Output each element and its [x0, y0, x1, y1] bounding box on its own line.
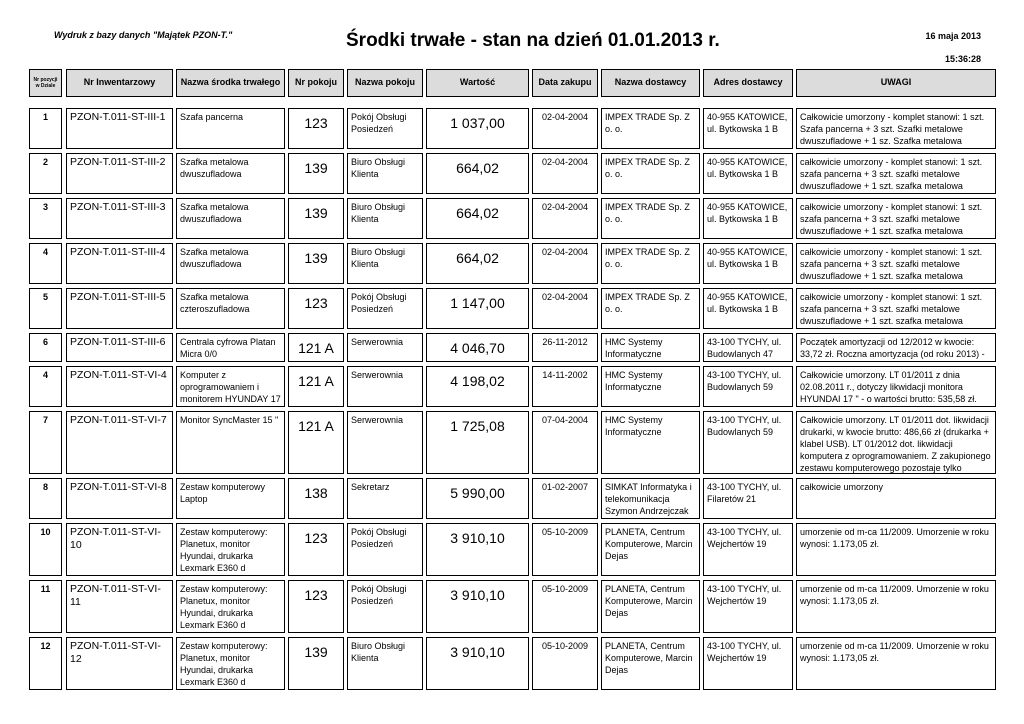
- supplier-name-cell: IMPEX TRADE Sp. Z o. o.: [601, 198, 700, 239]
- row-number-cell: 10: [29, 523, 62, 576]
- notes-cell: całkowicie umorzony: [796, 478, 996, 519]
- supplier-name-cell: IMPEX TRADE Sp. Z o. o.: [601, 243, 700, 284]
- notes-cell: Początek amortyzacji od 12/2012 w kwocie: 33,72 zł. Roczna amortyzacja (od roku 2013) -: [796, 333, 996, 362]
- supplier-address-cell: 43-100 TYCHY, ul. Wejchertów 19: [703, 523, 793, 576]
- supplier-address-cell: 43-100 TYCHY, ul. Wejchertów 19: [703, 580, 793, 633]
- row-number-cell: 4: [29, 366, 62, 407]
- col-header-room-no: Nr pokoju: [288, 69, 344, 97]
- supplier-name-cell: HMC Systemy Informatyczne: [601, 333, 700, 362]
- row-number-cell: 8: [29, 478, 62, 519]
- supplier-address-cell: 40-955 KATOWICE, ul. Bytkowska 1 B: [703, 198, 793, 239]
- asset-value-cell: 664,02: [426, 198, 529, 239]
- supplier-address-cell: 43-100 TYCHY, ul. Budowlanych 47: [703, 333, 793, 362]
- table-row: [29, 198, 996, 239]
- purchase-date-cell: 01-02-2007: [532, 478, 598, 519]
- asset-name-cell: Zestaw komputerowy: Planetux, monitor Hyundai, drukarka Lexmark E360 d: [176, 523, 285, 576]
- asset-value-cell: 1 037,00: [426, 108, 529, 149]
- room-name-cell: Pokój Obsługi Posiedzeń: [347, 523, 423, 576]
- room-number-cell: 139: [288, 153, 344, 194]
- room-number-cell: 123: [288, 108, 344, 149]
- room-number-cell: 121 A: [288, 333, 344, 362]
- asset-value-cell: 664,02: [426, 243, 529, 284]
- page-title: Środki trwałe - stan na dzień 01.01.2013 r.: [346, 30, 720, 51]
- purchase-date-cell: 05-10-2009: [532, 637, 598, 690]
- inventory-number-cell: PZON-T.011-ST-VI-10: [66, 523, 173, 576]
- notes-cell: całkowicie umorzony - komplet stanowi: 1 szt. szafa pancerna + 3 szt. szafki metalowe dwuszufladowe + 1 szt. szafka metalowa: [796, 198, 996, 239]
- room-name-cell: Biuro Obsługi Klienta: [347, 153, 423, 194]
- asset-value-cell: 3 910,10: [426, 523, 529, 576]
- inventory-number-cell: PZON-T.011-ST-VI-11: [66, 580, 173, 633]
- inventory-number-cell: PZON-T.011-ST-III-2: [66, 153, 173, 194]
- col-header-notes: UWAGI: [796, 69, 996, 97]
- inventory-number-cell: PZON-T.011-ST-III-3: [66, 198, 173, 239]
- supplier-name-cell: HMC Systemy Informatyczne: [601, 411, 700, 474]
- room-name-cell: Pokój Obsługi Posiedzeń: [347, 580, 423, 633]
- table-row: [29, 288, 996, 329]
- supplier-address-cell: 40-955 KATOWICE, ul. Bytkowska 1 B: [703, 108, 793, 149]
- inventory-number-cell: PZON-T.011-ST-VI-7: [66, 411, 173, 474]
- supplier-name-cell: IMPEX TRADE Sp. Z o. o.: [601, 288, 700, 329]
- asset-value-cell: 1 147,00: [426, 288, 529, 329]
- room-name-cell: Serwerownia: [347, 333, 423, 362]
- supplier-address-cell: 43-100 TYCHY, ul. Filaretów 21: [703, 478, 793, 519]
- row-number-cell: 12: [29, 637, 62, 690]
- purchase-date-cell: 02-04-2004: [532, 288, 598, 329]
- room-number-cell: 121 A: [288, 366, 344, 407]
- asset-value-cell: 3 910,10: [426, 637, 529, 690]
- asset-value-cell: 3 910,10: [426, 580, 529, 633]
- inventory-number-cell: PZON-T.011-ST-VI-8: [66, 478, 173, 519]
- supplier-name-cell: PLANETA, Centrum Komputerowe, Marcin Dejas: [601, 580, 700, 633]
- notes-cell: Całkowicie umorzony. LT 01/2011 dot. likwidacji drukarki, w kwocie brutto: 486,66 zł (drukarka + klabel USB). LT 01/2012 dot. likwidacji komputera z oprogramowaniem. Z zakupionego zestawu komputerowego pozostaje tylko: [796, 411, 996, 474]
- table-row: [29, 478, 996, 519]
- row-number-cell: 7: [29, 411, 62, 474]
- row-number-cell: 11: [29, 580, 62, 633]
- asset-name-cell: Szafka metalowa dwuszufladowa: [176, 243, 285, 284]
- table-row: [29, 580, 996, 633]
- notes-cell: umorzenie od m-ca 11/2009. Umorzenie w roku wynosi: 1.173,05 zł.: [796, 580, 996, 633]
- supplier-name-cell: IMPEX TRADE Sp. Z o. o.: [601, 153, 700, 194]
- supplier-address-cell: 40-955 KATOWICE, ul. Bytkowska 1 B: [703, 243, 793, 284]
- purchase-date-cell: 05-10-2009: [532, 580, 598, 633]
- room-name-cell: Biuro Obsługi Klienta: [347, 243, 423, 284]
- purchase-date-cell: 07-04-2004: [532, 411, 598, 474]
- col-header-lp: Nr pozycji w Dziale: [29, 69, 62, 97]
- col-header-room-name: Nazwa pokoju: [347, 69, 423, 97]
- supplier-address-cell: 43-100 TYCHY, ul. Wejchertów 19: [703, 637, 793, 690]
- notes-cell: umorzenie od m-ca 11/2009. Umorzenie w roku wynosi: 1.173,05 zł.: [796, 637, 996, 690]
- table-row: [29, 153, 996, 194]
- asset-name-cell: Szafka metalowa dwuszufladowa: [176, 198, 285, 239]
- inventory-number-cell: PZON-T.011-ST-III-4: [66, 243, 173, 284]
- asset-name-cell: Szafa pancerna: [176, 108, 285, 149]
- purchase-date-cell: 02-04-2004: [532, 243, 598, 284]
- supplier-address-cell: 40-955 KATOWICE, ul. Bytkowska 1 B: [703, 288, 793, 329]
- purchase-date-cell: 14-11-2002: [532, 366, 598, 407]
- notes-cell: umorzenie od m-ca 11/2009. Umorzenie w roku wynosi: 1.173,05 zł.: [796, 523, 996, 576]
- asset-name-cell: Monitor SyncMaster 15 ": [176, 411, 285, 474]
- col-header-value: Wartość: [426, 69, 529, 97]
- col-header-purchase-date: Data zakupu: [532, 69, 598, 97]
- table-header: [29, 69, 996, 97]
- room-name-cell: Biuro Obsługi Klienta: [347, 198, 423, 239]
- supplier-name-cell: HMC Systemy Informatyczne: [601, 366, 700, 407]
- asset-name-cell: Centrala cyfrowa Platan Micra 0/0: [176, 333, 285, 362]
- table-row: [29, 411, 996, 474]
- row-number-cell: 5: [29, 288, 62, 329]
- purchase-date-cell: 02-04-2004: [532, 153, 598, 194]
- room-name-cell: Pokój Obsługi Posiedzeń: [347, 108, 423, 149]
- room-number-cell: 139: [288, 637, 344, 690]
- col-header-inventory-no: Nr Inwentarzowy: [66, 69, 173, 97]
- asset-value-cell: 4 198,02: [426, 366, 529, 407]
- purchase-date-cell: 02-04-2004: [532, 198, 598, 239]
- print-date: 16 maja 2013: [925, 31, 981, 41]
- asset-value-cell: 4 046,70: [426, 333, 529, 362]
- col-header-asset-name: Nazwa środka trwałego: [176, 69, 285, 97]
- asset-value-cell: 664,02: [426, 153, 529, 194]
- room-number-cell: 121 A: [288, 411, 344, 474]
- supplier-address-cell: 43-100 TYCHY, ul. Budowlanych 59: [703, 411, 793, 474]
- asset-name-cell: Szafka metalowa czteroszufladowa: [176, 288, 285, 329]
- col-header-supplier-address: Adres dostawcy: [703, 69, 793, 97]
- table-row: [29, 333, 996, 362]
- room-name-cell: Pokój Obsługi Posiedzeń: [347, 288, 423, 329]
- asset-name-cell: Zestaw komputerowy Laptop: [176, 478, 285, 519]
- purchase-date-cell: 26-11-2012: [532, 333, 598, 362]
- inventory-number-cell: PZON-T.011-ST-III-5: [66, 288, 173, 329]
- notes-cell: Całkowicie umorzony - komplet stanowi: 1 szt. Szafa pancerna + 3 szt. Szafki metalowe dwuszufladowe + 1 sz. Szafka metalowa: [796, 108, 996, 149]
- room-number-cell: 123: [288, 580, 344, 633]
- print-time: 15:36:28: [944, 54, 981, 64]
- table-row: [29, 243, 996, 284]
- asset-name-cell: Szafka metalowa dwuszufladowa: [176, 153, 285, 194]
- supplier-name-cell: SIMKAT Informatyka i telekomunikacja Szymon Andrzejczak: [601, 478, 700, 519]
- asset-name-cell: Zestaw komputerowy: Planetux, monitor Hyundai, drukarka Lexmark E360 d: [176, 637, 285, 690]
- notes-cell: całkowicie umorzony - komplet stanowi: 1 szt. szafa pancerna + 3 szt. szafki metalowe dwuszufladowe + 1 szt. szafka metalowa: [796, 153, 996, 194]
- row-number-cell: 4: [29, 243, 62, 284]
- table-row: [29, 108, 996, 149]
- room-name-cell: Biuro Obsługi Klienta: [347, 637, 423, 690]
- supplier-name-cell: IMPEX TRADE Sp. Z o. o.: [601, 108, 700, 149]
- notes-cell: całkowicie umorzony - komplet stanowi: 1 szt. szafa pancerna + 3 szt. szafki metalowe dwuszufladowe + 1 szt. szafka metalowa: [796, 243, 996, 284]
- asset-value-cell: 5 990,00: [426, 478, 529, 519]
- inventory-number-cell: PZON-T.011-ST-III-1: [66, 108, 173, 149]
- asset-name-cell: Zestaw komputerowy: Planetux, monitor Hyundai, drukarka Lexmark E360 d: [176, 580, 285, 633]
- notes-cell: Całkowicie umorzony. LT 01/2011 z dnia 02.08.2011 r., dotyczy likwidacji monitora HYUNDAI 17 " - o wartości brutto: 535,58 zł.: [796, 366, 996, 407]
- source-label: Wydruk z bazy danych "Majątek PZON-T.": [54, 30, 233, 40]
- room-name-cell: Serwerownia: [347, 366, 423, 407]
- supplier-address-cell: 40-955 KATOWICE, ul. Bytkowska 1 B: [703, 153, 793, 194]
- purchase-date-cell: 05-10-2009: [532, 523, 598, 576]
- asset-name-cell: Komputer z oprogramowaniem i monitorem HYUNDAY 17: [176, 366, 285, 407]
- col-header-supplier: Nazwa dostawcy: [601, 69, 700, 97]
- supplier-address-cell: 43-100 TYCHY, ul. Budowlanych 59: [703, 366, 793, 407]
- row-number-cell: 6: [29, 333, 62, 362]
- inventory-number-cell: PZON-T.011-ST-III-6: [66, 333, 173, 362]
- room-name-cell: Sekretarz: [347, 478, 423, 519]
- purchase-date-cell: 02-04-2004: [532, 108, 598, 149]
- room-name-cell: Serwerownia: [347, 411, 423, 474]
- room-number-cell: 139: [288, 243, 344, 284]
- inventory-number-cell: PZON-T.011-ST-VI-12: [66, 637, 173, 690]
- row-number-cell: 1: [29, 108, 62, 149]
- row-number-cell: 3: [29, 198, 62, 239]
- room-number-cell: 139: [288, 198, 344, 239]
- table-row: [29, 637, 996, 690]
- room-number-cell: 138: [288, 478, 344, 519]
- room-number-cell: 123: [288, 523, 344, 576]
- inventory-number-cell: PZON-T.011-ST-VI-4: [66, 366, 173, 407]
- room-number-cell: 123: [288, 288, 344, 329]
- row-number-cell: 2: [29, 153, 62, 194]
- table-row: [29, 523, 996, 576]
- table-row: [29, 366, 996, 407]
- supplier-name-cell: PLANETA, Centrum Komputerowe, Marcin Dejas: [601, 523, 700, 576]
- notes-cell: całkowicie umorzony - komplet stanowi: 1 szt. szafa pancerna + 3 szt. szafki metalowe dwuszufladowe + 1 szt. szafka metalowa: [796, 288, 996, 329]
- asset-value-cell: 1 725,08: [426, 411, 529, 474]
- supplier-name-cell: PLANETA, Centrum Komputerowe, Marcin Dejas: [601, 637, 700, 690]
